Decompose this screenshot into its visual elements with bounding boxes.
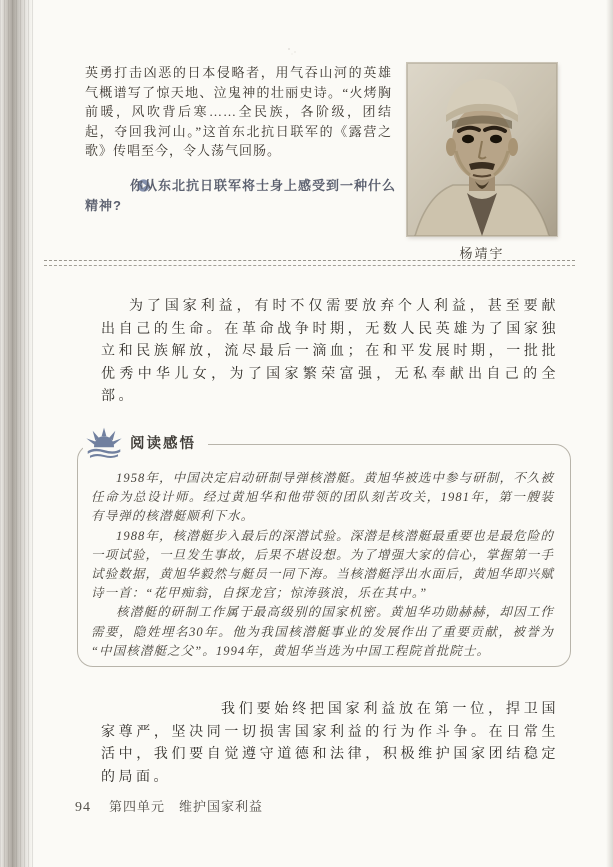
closing-paragraph: 我们要始终把国家利益放在第一位，捍卫国家尊严，坚决同一切损害国家利益的行为作斗争。在日常生活中，我们要自觉遵守道德和法律，积极维护国家团结稳定的局面。 (101, 702, 559, 785)
book-spine-shadow (0, 0, 34, 867)
reading-paragraph-3: 核潜艇的研制工作属于最高级别的国家机密。黄旭华功勋赫赫，却因工作需要，隐姓埋名30年。他为我国核潜艇事业的发展作出了重要贡献，被誉为“中国核潜艇之父”。1994年，黄旭华当选为中国工程院首批院士。 (91, 605, 554, 658)
section-divider (44, 260, 575, 266)
scan-speck (286, 46, 300, 56)
photo-caption: 杨靖宇 (459, 246, 505, 261)
unit-title: 第四单元 维护国家利益 (109, 799, 264, 814)
reading-paragraph-2: 1988年，核潜艇步入最后的深潜试验。深潜是核潜艇最重要也是最危险的一项试验，一旦发生事故，后果不堪设想。为了增强大家的信心，掌握第一手试验数据，黄旭华毅然与艇员一同下海。当核潜艇浮出水面后，黄旭华即兴赋诗一首：“花甲痴翁，自探龙宫；惊涛骇浪，乐在其中。” (91, 528, 554, 601)
intro-paragraph: 英勇打击凶恶的日本侵略者，用气吞山河的英雄气概谱写了惊天地、泣鬼神的壮丽史诗。“火烤胸前暖，风吹背后寒……全民族，各阶级，团结起，夺回我河山。”这首东北抗日联军的《露营之歌》传唱至今，令人荡气回肠。 (85, 65, 392, 158)
portrait-figure (406, 63, 558, 262)
page-right-edge (605, 0, 613, 867)
reading-box (77, 436, 571, 667)
question-block (85, 176, 397, 216)
prompt-arrow-icon (111, 178, 124, 191)
body-paragraph: 为了国家利益，有时不仅需要放弃个人利益，甚至要献出自己的生命。在革命战争时期，无数人民英雄为了国家独立和民族解放，流尽最后一滴血；在和平发展时期，一批批优秀中华儿女，为了国家繁荣富强，无私奉献出自己的全部。 (101, 299, 559, 404)
reading-paragraph-1: 1958年，中国决定启动研制导弹核潜艇。黄旭华被选中参与研制，不久被任命为总设计师。经过黄旭华和他带领的团队刻苦攻关，1981年，第一艘装有导弹的核潜艇顺利下水。 (91, 471, 554, 524)
sunrise-over-waves-icon (85, 426, 123, 459)
yangjingyu-photo (407, 63, 557, 236)
page-footer (75, 796, 263, 816)
reading-box-title: 阅读感悟 (130, 436, 196, 452)
reading-box-header (83, 426, 208, 459)
page-number: 94 (75, 800, 91, 815)
question-text: 你从东北抗日联军将士身上感受到一种什么精神? (85, 178, 397, 213)
